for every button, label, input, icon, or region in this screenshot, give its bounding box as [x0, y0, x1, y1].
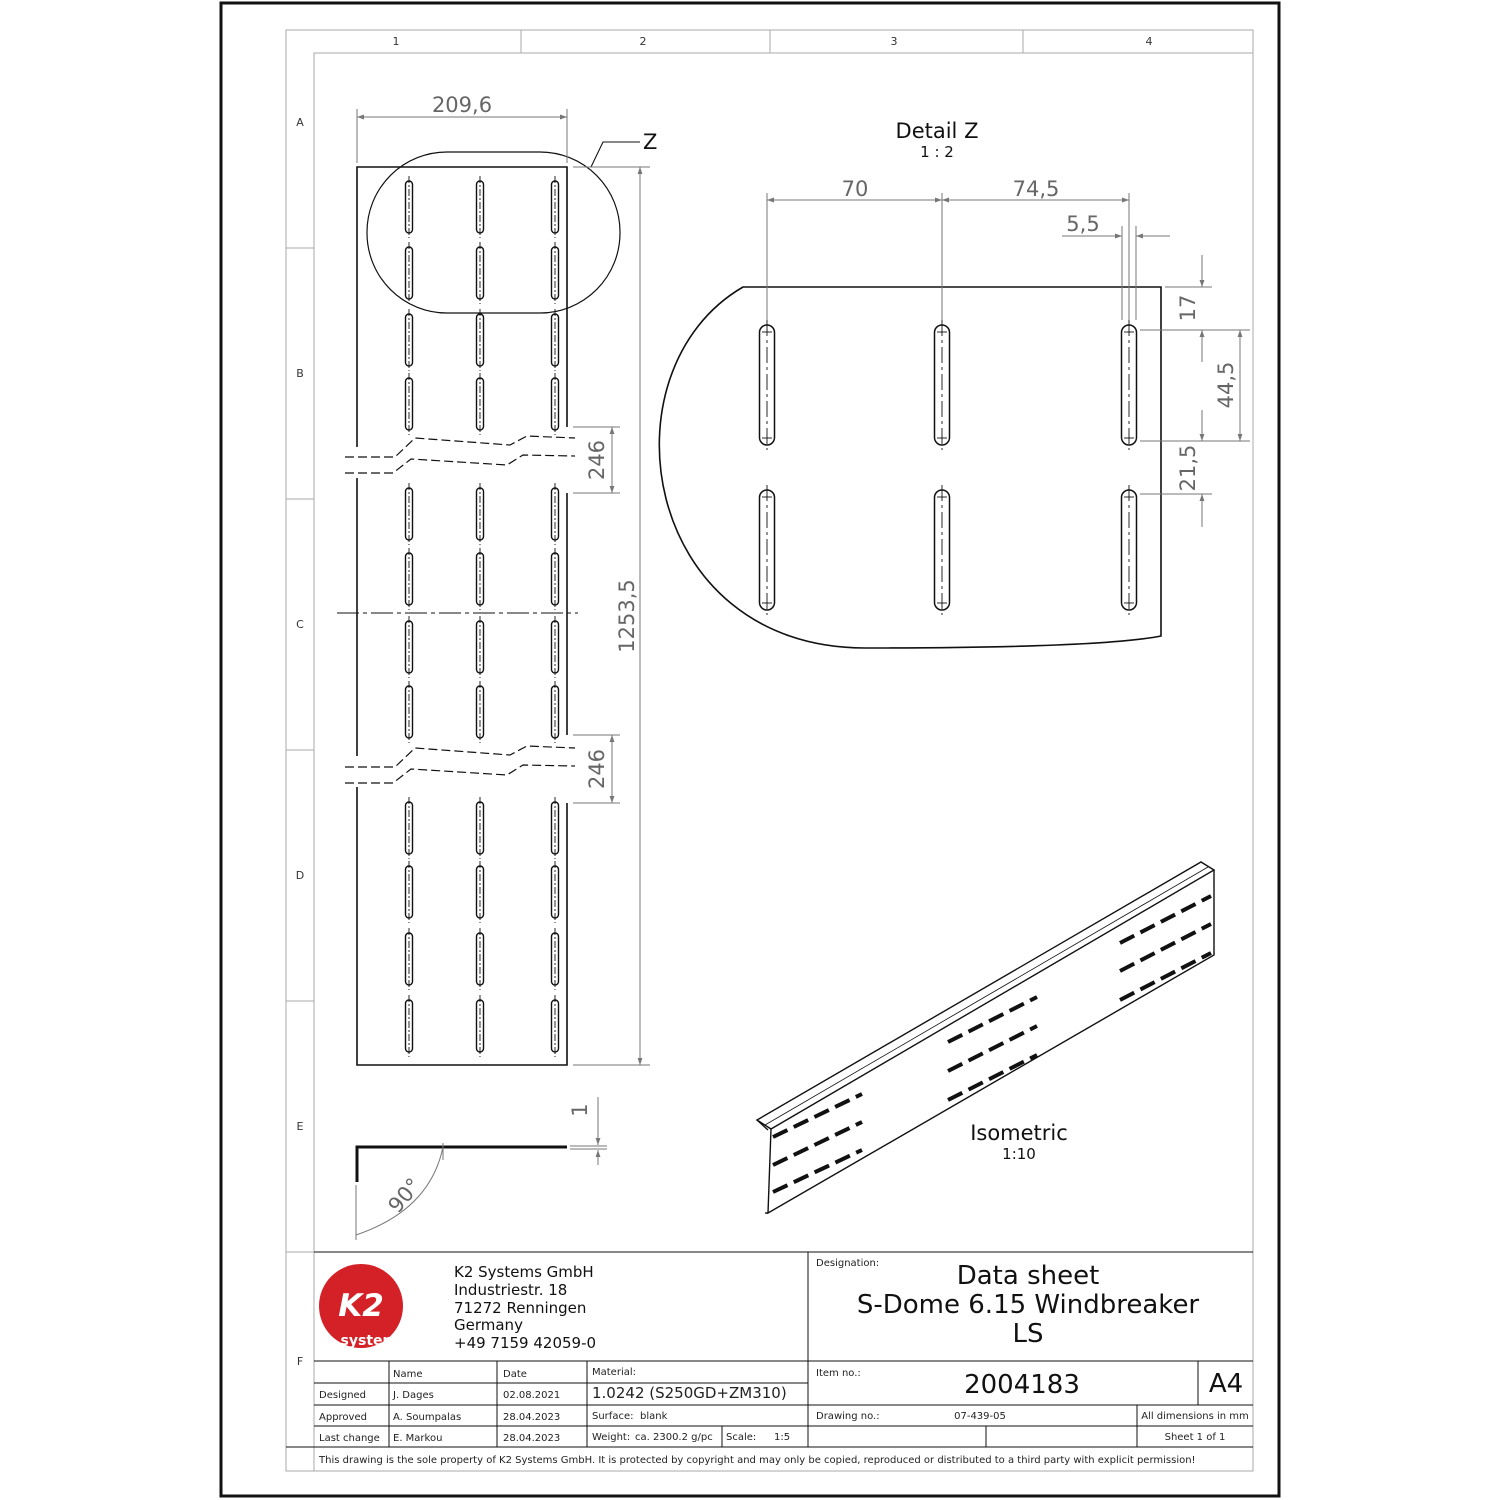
- last-change-role: Last change: [319, 1433, 380, 1444]
- detail-dim-44-5: 44,5: [1214, 361, 1238, 409]
- zone-col-3: 3: [890, 35, 898, 48]
- paper-size: A4: [1208, 1369, 1244, 1399]
- approved-date: 28.04.2023: [503, 1412, 561, 1423]
- svg-text:K2: K2: [338, 1288, 384, 1324]
- surface-label: Surface:: [592, 1411, 634, 1422]
- svg-text:systems: systems: [340, 1333, 406, 1349]
- designed-date: 02.08.2021: [503, 1390, 561, 1401]
- designed-name: J. Dages: [393, 1390, 434, 1401]
- scale-value: 1:5: [774, 1432, 791, 1443]
- detail-dim-74-5: 74,5: [1012, 177, 1060, 201]
- angle-dimension: 90°: [383, 1173, 426, 1218]
- copyright-notice: This drawing is the sole property of K2 Systems GmbH. It is protected by copyright and may only be copied, reproduced or distributed to a third party with explicit permission!: [319, 1455, 1196, 1466]
- detail-z-view: [659, 119, 1250, 648]
- isometric-title: Isometric: [970, 1121, 1068, 1145]
- last-change-date: 28.04.2023: [503, 1433, 561, 1444]
- thickness-dimension: 1: [568, 1103, 592, 1117]
- units-note: All dimensions in mm: [1141, 1411, 1249, 1422]
- zone-row-e: E: [296, 1120, 304, 1133]
- scale-label: Scale:: [726, 1432, 757, 1443]
- drawing-inner-frame: [314, 53, 1253, 1471]
- company-name: K2 Systems GmbH: [454, 1263, 594, 1281]
- isometric-scale: 1:10: [1002, 1145, 1036, 1163]
- designation-line-1: Data sheet: [956, 1261, 1100, 1291]
- k2-systems-logo: [319, 1264, 405, 1349]
- zone-labels: [296, 35, 1153, 1368]
- approved-name: A. Soumpalas: [393, 1412, 462, 1423]
- zone-col-4: 4: [1145, 35, 1153, 48]
- item-no-value: 2004183: [964, 1370, 1080, 1400]
- column-name-header: Name: [393, 1369, 423, 1380]
- title-block: [286, 1252, 1253, 1466]
- isometric-view: [757, 862, 1214, 1213]
- weight-label: Weight:: [592, 1432, 631, 1443]
- material-value: 1.0242 (S250GD+ZM310): [592, 1384, 787, 1402]
- item-no-label: Item no.:: [816, 1368, 861, 1379]
- designation-line-3: LS: [1012, 1319, 1044, 1349]
- column-zone-markers: [286, 30, 1023, 1252]
- company-country: Germany: [454, 1316, 523, 1334]
- detail-callout-label: Z: [643, 130, 658, 154]
- detail-dim-17: 17: [1176, 294, 1200, 322]
- drawing-frame: [286, 30, 1253, 1471]
- approved-role: Approved: [319, 1412, 367, 1423]
- length-dimension: 1253,5: [615, 579, 639, 653]
- detail-dim-5-5: 5,5: [1066, 212, 1100, 236]
- break-dimension-1: 246: [585, 439, 609, 481]
- zone-col-2: 2: [639, 35, 647, 48]
- zone-row-b: B: [296, 367, 304, 380]
- detail-dim-21-5: 21,5: [1176, 444, 1200, 492]
- main-plate-slots: [406, 176, 559, 1057]
- section-profile-view: [356, 1097, 607, 1240]
- sheet-number: Sheet 1 of 1: [1164, 1432, 1226, 1443]
- main-plate-view: [337, 93, 657, 1065]
- zone-row-f: F: [296, 1355, 304, 1368]
- designation-label: Designation:: [816, 1258, 880, 1269]
- break-dimension-2: 246: [585, 748, 609, 790]
- material-label: Material:: [592, 1367, 636, 1378]
- column-date-header: Date: [503, 1369, 527, 1380]
- weight-value: ca. 2300.2 g/pc: [635, 1432, 713, 1443]
- zone-col-1: 1: [392, 35, 400, 48]
- designed-role: Designed: [319, 1390, 367, 1401]
- company-phone: +49 7159 42059-0: [454, 1334, 597, 1352]
- drawing-no-label: Drawing no.:: [816, 1411, 880, 1422]
- company-city: 71272 Renningen: [454, 1299, 587, 1317]
- last-change-name: E. Markou: [393, 1433, 443, 1444]
- width-dimension: 209,6: [431, 93, 493, 117]
- detail-title: Detail Z: [895, 119, 979, 143]
- zone-row-c: C: [296, 618, 304, 631]
- company-street: Industriestr. 18: [454, 1281, 568, 1299]
- surface-value: blank: [640, 1411, 668, 1422]
- detail-scale: 1 : 2: [920, 143, 954, 161]
- zone-row-a: A: [296, 116, 304, 129]
- detail-dim-70: 70: [841, 177, 869, 201]
- drawing-no-value: 07-439-05: [954, 1411, 1006, 1422]
- designation-line-2: S-Dome 6.15 Windbreaker: [856, 1290, 1200, 1320]
- zone-row-d: D: [295, 869, 305, 882]
